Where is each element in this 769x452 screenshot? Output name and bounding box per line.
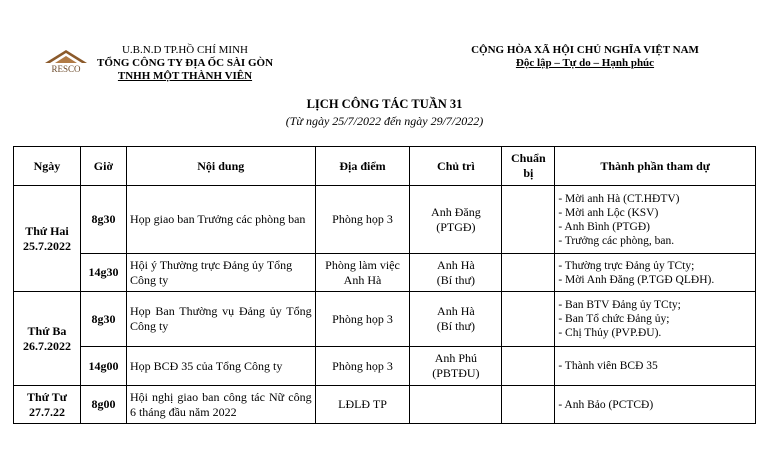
time-cell: 8g30: [80, 292, 126, 347]
col-header-day: Ngày: [14, 147, 81, 186]
day-label: Thứ Tư: [27, 389, 67, 404]
day-cell: [14, 292, 81, 386]
time-cell: 14g00: [80, 347, 126, 386]
day-date: 27.7.22: [28, 404, 65, 419]
location-cell: Phòng họp 3: [315, 347, 410, 386]
document-title: LỊCH CÔNG TÁC TUẦN 31: [306, 97, 463, 111]
prep-cell: [502, 254, 555, 292]
time-cell: 8g00: [80, 386, 126, 424]
chair-name: Anh Đăng: [431, 204, 481, 219]
participant-line: - Thành viên BCĐ 35: [558, 360, 658, 372]
org-line-2: TỔNG CÔNG TY ĐỊA ỐC SÀI GÒN: [96, 57, 274, 69]
col-header-chair: Chủ trì: [410, 147, 502, 186]
col-header-prep: Chuẩn bị: [502, 147, 555, 186]
day-label: Thứ Hai: [25, 223, 69, 238]
day-cell: [14, 186, 81, 292]
participant-line: - Anh Bảo (PCTCĐ): [558, 398, 654, 411]
location-cell: LĐLĐ TP: [315, 386, 410, 424]
logo-text: RESCO: [51, 64, 81, 74]
schedule-table: [13, 146, 756, 424]
chair-name: Anh Hà: [437, 304, 475, 318]
chair-cell: [410, 292, 502, 347]
chair-cell: [410, 347, 502, 386]
content-cell: Họp Ban Thường vụ Đảng ủy Tổng Công ty: [126, 292, 315, 347]
document-subtitle: (Từ ngày 25/7/2022 đến ngày 29/7/2022): [285, 114, 484, 128]
participant-line: - Mời Anh Đăng (P.TGĐ QLĐH).: [558, 273, 715, 286]
day-cell: [14, 386, 81, 424]
chair-cell: [410, 386, 502, 424]
prep-cell: [502, 347, 555, 386]
chair-title: (Bí thư): [436, 272, 475, 287]
table-row: [14, 254, 756, 292]
chair-name: Anh Phú: [434, 351, 478, 365]
location-cell: Phòng họp 3: [315, 292, 410, 347]
content-cell: Họp giao ban Trưởng các phòng ban: [126, 186, 315, 254]
participants-cell: [555, 386, 756, 424]
col-header-content: Nội dung: [126, 147, 315, 186]
table-row: [14, 386, 756, 424]
org-line-3: TNHH MỘT THÀNH VIÊN: [117, 70, 253, 82]
participants-cell: [555, 254, 756, 292]
table-header-row: [14, 147, 756, 186]
chair-title: (Bí thư): [436, 319, 475, 333]
chair-cell: [410, 186, 502, 254]
day-date: 26.7.2022: [22, 338, 71, 353]
col-header-participants: Thành phần tham dự: [555, 147, 756, 186]
nation-motto: Độc lập – Tự do – Hạnh phúc: [515, 57, 655, 69]
participant-line: - Ban BTV Đảng ủy TCty;: [558, 299, 681, 311]
nation-title: CỘNG HÒA XÃ HỘI CHỦ NGHĨA VIỆT NAM: [471, 44, 699, 56]
content-cell: Hội ý Thường trực Đảng ủy Tổng Công ty: [126, 254, 315, 292]
participant-line: - Thường trực Đảng ủy TCty;: [558, 259, 695, 272]
org-line-1: U.B.N.D TP.HỒ CHÍ MINH: [121, 44, 248, 56]
location-cell: Phòng họp 3: [315, 186, 410, 254]
chair-name: Anh Hà: [437, 257, 475, 272]
table-row: [14, 347, 756, 386]
participants-cell: [555, 186, 756, 254]
time-cell: 14g30: [80, 254, 126, 292]
prep-cell: [502, 186, 555, 254]
table-row: [14, 292, 756, 347]
time-cell: 8g30: [80, 186, 126, 254]
participant-line: - Chị Thủy (PVP.ĐU).: [558, 327, 662, 339]
day-date: 25.7.2022: [22, 238, 71, 253]
col-header-time: Giờ: [80, 147, 126, 186]
participant-line: - Mời anh Hà (CT.HĐTV): [558, 192, 680, 205]
day-label: Thứ Ba: [27, 323, 67, 338]
table-row: [14, 186, 756, 254]
organization-header: [95, 44, 275, 83]
col-header-location: Địa điểm: [315, 147, 410, 186]
participant-line: - Anh Bình (PTGĐ): [558, 220, 650, 233]
chair-cell: [410, 254, 502, 292]
prep-cell: [502, 386, 555, 424]
participant-line: - Trưởng các phòng, ban.: [558, 234, 675, 247]
prep-cell: [502, 292, 555, 347]
location-cell: Phòng làm việc Anh Hà: [315, 254, 410, 292]
company-logo: [41, 48, 91, 74]
chair-title: (PTGĐ): [436, 219, 476, 234]
participants-cell: [555, 292, 756, 347]
participants-cell: [555, 347, 756, 386]
content-cell: Họp BCĐ 35 của Tổng Công ty: [126, 347, 315, 386]
chair-title: (PBTĐU): [432, 366, 480, 380]
national-header: [440, 44, 730, 70]
participant-line: - Ban Tổ chức Đảng ủy;: [558, 313, 670, 325]
content-cell: Hội nghị giao ban công tác Nữ công 6 tháng đầu năm 2022: [126, 386, 315, 424]
participant-line: - Mời anh Lộc (KSV): [558, 206, 659, 219]
